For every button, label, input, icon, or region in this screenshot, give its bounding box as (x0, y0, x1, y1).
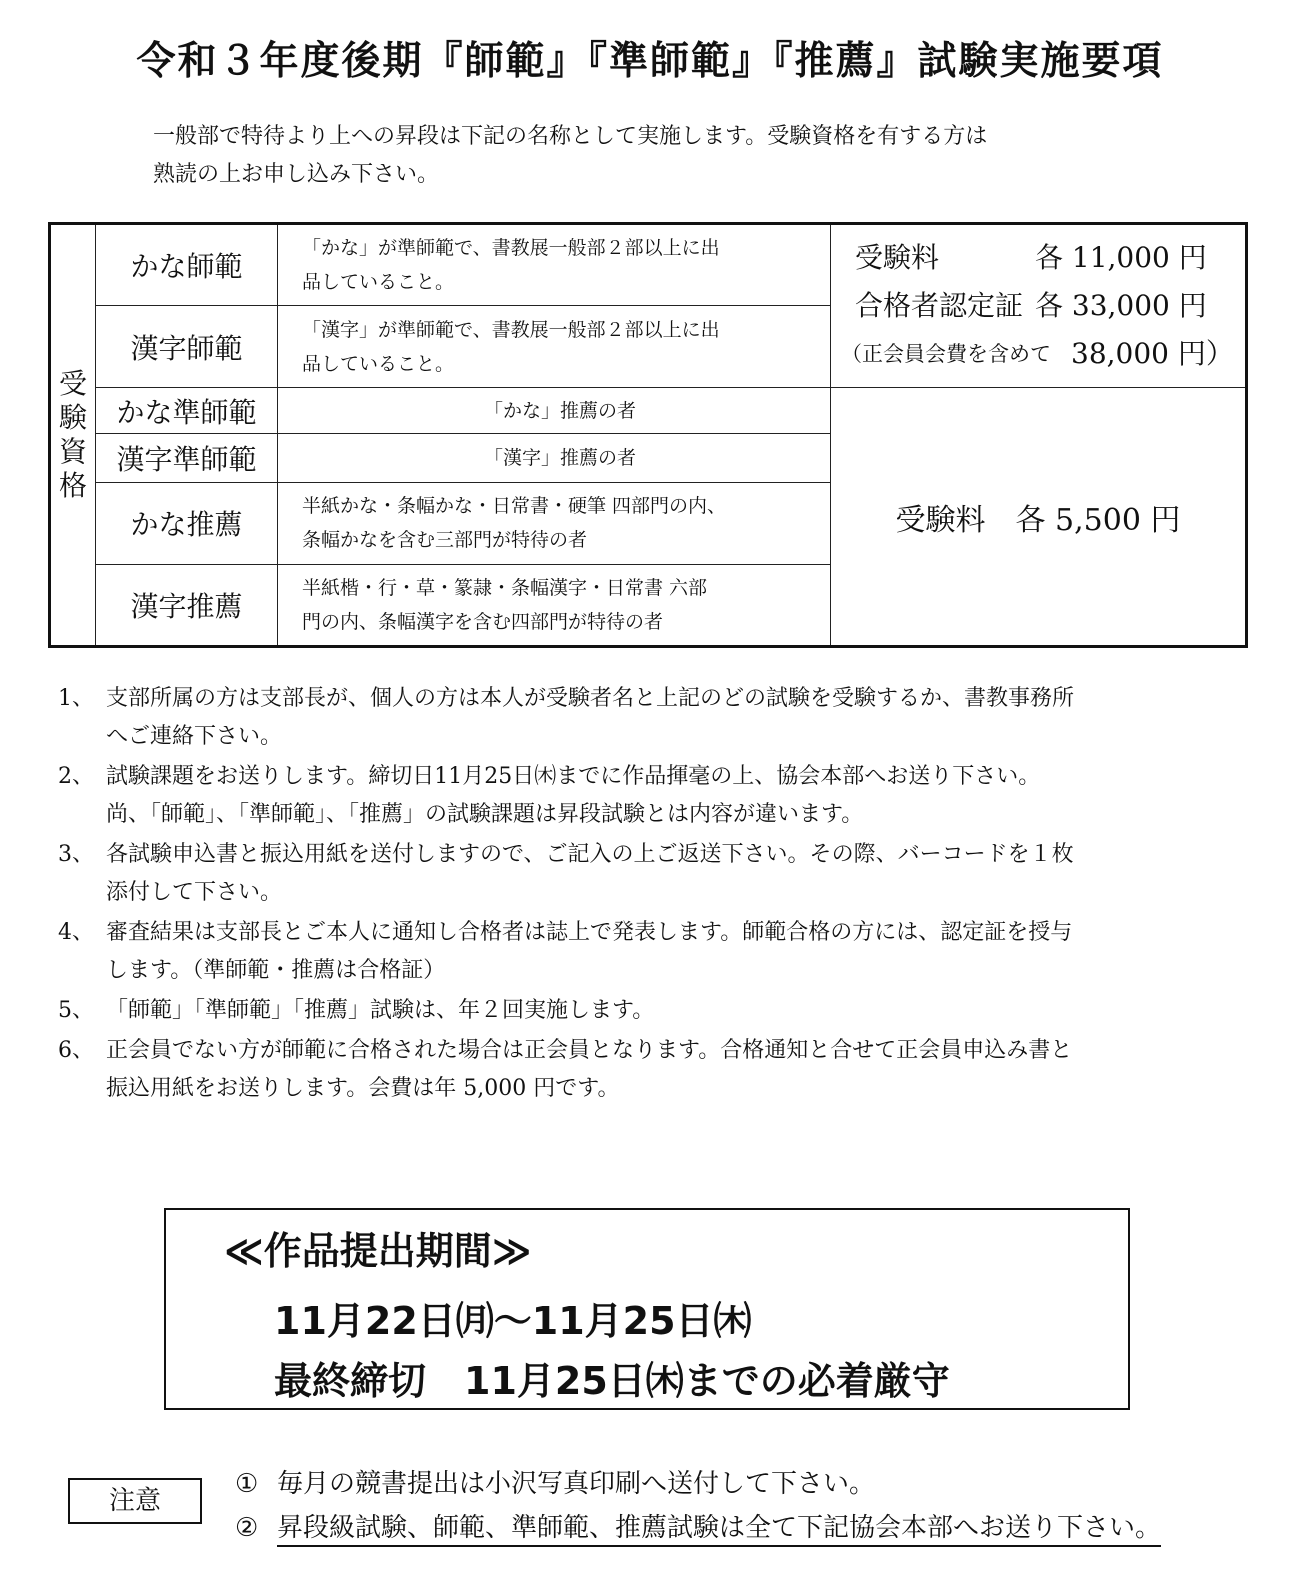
master-fee-cell (831, 224, 1247, 388)
fee-label: 合格者認定証 (855, 289, 1024, 323)
exam-name: かな準師範 (96, 388, 278, 434)
list-item: ② 昇段級試験、師範、準師範、推薦試験は全て下記協会本部へお送り下さい。 (235, 1506, 1245, 1550)
list-item: 2、 試験課題をお送りします。締切日11月25日㈭までに作品揮毫の上、協会本部へお送り下さい。 尚、「師範」、「準師範」、「推薦」の試験課題は昇段試験とは内容が違います。 (58, 764, 1041, 827)
exam-condition: 「漢字」推薦の者 (278, 434, 831, 482)
exam-condition: 「かな」推薦の者 (278, 388, 831, 434)
period-range: 11月22日㈪～11月25日㈭ (274, 1299, 752, 1343)
intro-paragraph (153, 118, 1203, 194)
exam-condition: 半紙かな・条幅かな・日常書・硬筆 四部門の内、 条幅かなを含む三部門が特待の者 (278, 482, 831, 564)
exam-condition: 「かな」が準師範で、書教展一般部２部以上に出 品していること。 (278, 224, 831, 306)
exam-condition: 半紙楷・行・草・篆隷・条幅漢字・日常書 六部 門の内、条幅漢字を含む四部門が特待の者 (278, 564, 831, 646)
exam-name: 漢字準師範 (96, 434, 278, 482)
submission-period-box (164, 1208, 1130, 1410)
fee-note-label: （正会員会費を含めて (841, 342, 1051, 367)
page-title: 令和３年度後期『師範』『準師範』『推薦』試験実施要項 (136, 39, 1164, 84)
list-item: ① 毎月の競書提出は小沢写真印刷へ送付して下さい。 (235, 1469, 876, 1499)
notes-list (58, 680, 1248, 1109)
period-deadline: 最終締切 11月25日㈭までの必着厳守 (274, 1359, 950, 1403)
exam-name: かな推薦 (96, 482, 278, 564)
intro-line: 熟読の上お申し込み下さい。 (153, 162, 440, 187)
period-heading: ≪作品提出期間≫ (224, 1229, 532, 1273)
exam-name: 漢字推薦 (96, 564, 278, 646)
fee-value: 各 11,000 円 (1035, 241, 1207, 275)
exam-name: かな師範 (96, 224, 278, 306)
exam-name: 漢字師範 (96, 306, 278, 388)
list-item: 3、 各試験申込書と振込用紙を送付しますので、ご記入の上ご返送下さい。その際、バーコードを１枚 添付して下さい。 (58, 842, 1074, 905)
caution-label: 注意 (68, 1478, 202, 1524)
exam-condition: 「漢字」が準師範で、書教展一般部２部以上に出 品していること。 (278, 306, 831, 388)
list-item: 5、 「師範」「準師範」「推薦」試験は、年２回実施します。 (58, 998, 655, 1023)
list-item: 6、 正会員でない方が師範に合格された場合は正会員となります。合格通知と合せて正会員申込み書と 振込用紙をお送りします。会費は年 5,000 円です。 (58, 1038, 1073, 1101)
caution-list (235, 1462, 1245, 1550)
fee-label: 受験料 (855, 241, 940, 275)
fee-value: 各 33,000 円 (1035, 289, 1207, 323)
intro-line: 一般部で特待より上への昇段は下記の名称として実施します。受験資格を有する方は (153, 124, 988, 149)
list-item: 4、 審査結果は支部長とご本人に通知し合格者は誌上で発表します。師範合格の方には、認定証を授与 します。（準師範・推薦は合格証） (58, 920, 1073, 983)
other-fee-cell: 受験料 各 5,500 円 (831, 388, 1247, 647)
list-item: 1、 支部所属の方は支部長が、個人の方は本人が受験者名と上記のどの試験を受験するか、書教事務所 へご連絡下さい。 (58, 686, 1075, 749)
qualification-side-label: 受 験 資 格 (50, 224, 96, 647)
fee-note-value: 38,000 円） (1071, 337, 1234, 371)
qualification-table (48, 222, 1248, 648)
